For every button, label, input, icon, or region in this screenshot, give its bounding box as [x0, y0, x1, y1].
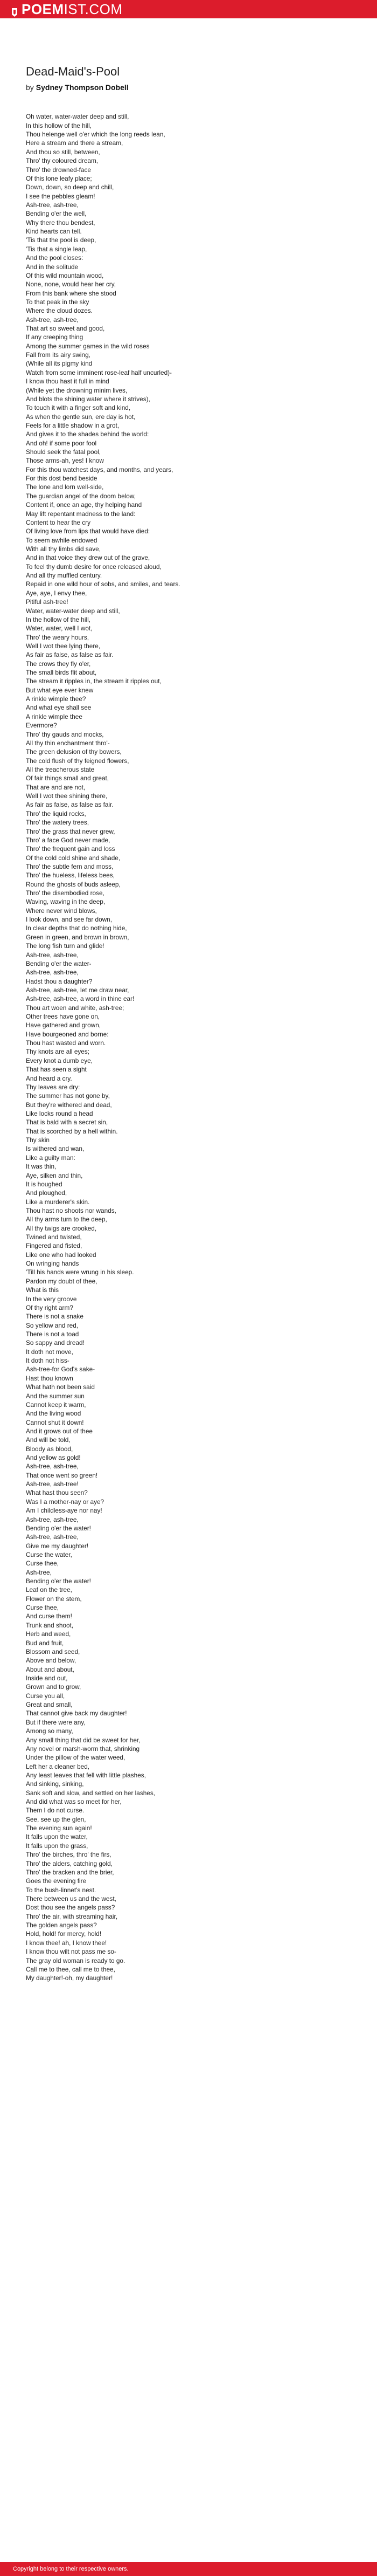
poem-line: Thou hast wasted and worn.: [26, 1039, 106, 1047]
poem-line: There between us and the west,: [26, 1894, 116, 1902]
poem-line: Content to hear the cry: [26, 518, 91, 526]
poem-line: Dost thou see the angels pass?: [26, 1904, 115, 1912]
poem-line: Of the cold cold shine and shade,: [26, 854, 121, 862]
poem-line: Under the pillow of the water weed,: [26, 1754, 125, 1762]
poem-line: Is withered and wan,: [26, 1145, 85, 1153]
poem-line: Pitiful ash-tree!: [26, 598, 68, 606]
poem-line: Thro' the drowned-face: [26, 166, 91, 174]
poem-line: Down, down, so deep and chill,: [26, 183, 114, 191]
quill-icon: [11, 4, 18, 14]
poem-line: Above and below,: [26, 1657, 76, 1665]
poem-line: So yellow and red,: [26, 1321, 79, 1329]
poem-line: Ash-tree, ash-tree, a word in thine ear!: [26, 995, 135, 1003]
poem-line: To feel thy dumb desire for once released aloud,: [26, 562, 162, 571]
poem-line: Thy leaves are dry:: [26, 1083, 80, 1091]
poem-line: Well I wot thee lying there,: [26, 642, 101, 650]
poem-line: There is not a snake: [26, 1313, 83, 1321]
poem-line: Thro' the frequent gain and loss: [26, 845, 115, 853]
poem-line: Am I childless-aye nor nay!: [26, 1507, 102, 1515]
author-link[interactable]: Sydney Thompson Dobell: [36, 83, 129, 92]
poem-line: For this dost bend beside: [26, 475, 97, 483]
poem-line: Goes the evening fire: [26, 1877, 87, 1885]
poem-line: As fair as false, as false as fair.: [26, 651, 114, 659]
poem-line: Of fair things small and great,: [26, 774, 109, 782]
poem-line: All thy arms turn to the deep,: [26, 1215, 107, 1224]
poem-line: Content if, once an age, thy helping hand: [26, 501, 142, 509]
poem-line: Thro' the air, with streaming hair,: [26, 1912, 118, 1920]
poem-line: And sinking, sinking,: [26, 1780, 84, 1788]
poem-line: The lone and lorn well-side,: [26, 483, 104, 491]
poem-line: All the treacherous state: [26, 765, 95, 773]
poem-line: The guardian angel of the doom below,: [26, 492, 136, 500]
poem-body: [26, 112, 349, 1982]
poem-line: See, see up the glen,: [26, 1815, 86, 1823]
poem-line: And gives it to the shades behind the world:: [26, 430, 149, 438]
poem-line: Bending o'er the water!: [26, 1524, 91, 1532]
poem-line: Cannot shut it down!: [26, 1418, 84, 1426]
poem-line: Thou helenge well o'er which the long reeds lean,: [26, 130, 165, 139]
poem-line: That are and are not,: [26, 783, 86, 791]
poem-line: Water, water, well I wot,: [26, 624, 93, 633]
poem-line: Ash-tree-for God's sake-: [26, 1365, 95, 1373]
poem-line: And curse them!: [26, 1612, 72, 1620]
poem-line: And it grows out of thee: [26, 1427, 93, 1435]
poem-line: About and about,: [26, 1665, 74, 1673]
poem-line: Thro' a face God never made,: [26, 836, 110, 844]
poem-line: It was thin,: [26, 1163, 57, 1171]
poem-line: All thy twigs are crooked,: [26, 1224, 97, 1232]
poem-line: Aye, aye, I envy thee,: [26, 589, 87, 597]
poem-line: As fair as false, as false as fair.: [26, 801, 114, 809]
poem-line: Blossom and seed,: [26, 1647, 80, 1655]
poem-line: I know thou hast it full in mind: [26, 377, 109, 386]
poem-line: Hadst thou a daughter?: [26, 977, 93, 985]
poem-line: Thro' the subtle fern and moss,: [26, 862, 114, 870]
poem-line: With all thy limbs did save,: [26, 545, 101, 553]
poem-line: Herb and weed,: [26, 1630, 71, 1638]
poem-line: And yellow as gold!: [26, 1454, 81, 1462]
poem-line: Of this wild mountain wood,: [26, 271, 104, 279]
poem-line: 'Tis that the pool is deep,: [26, 236, 96, 244]
poem-line: Call me to thee, call me to thee,: [26, 1965, 115, 1973]
poem-line: It doth not hiss-: [26, 1357, 69, 1365]
poem-line: Thro' the watery trees,: [26, 819, 89, 827]
poem-line: It doth not move,: [26, 1348, 73, 1356]
poem-line: Thro' the birches, thro' the firs,: [26, 1851, 111, 1859]
poem-line: Was I a mother-nay or aye?: [26, 1497, 104, 1506]
byline: [26, 83, 349, 92]
logo-text-main: POEM: [22, 1, 64, 17]
poem-line: Should seek the fatal pool,: [26, 448, 101, 456]
poem-line: I see the pebbles gleam!: [26, 192, 95, 200]
poem-line: To that peak in the sky: [26, 298, 89, 306]
poem-line: Bloody as blood,: [26, 1445, 73, 1453]
poem-line: And all thy muffled century.: [26, 572, 102, 580]
poem-line: Leaf on the tree,: [26, 1586, 72, 1594]
poem-line: Thro' the liquid rocks,: [26, 809, 86, 818]
poem-line: Great and small,: [26, 1701, 73, 1709]
poem-line: And thou so still, between,: [26, 148, 100, 156]
poem-line: Green in green, and brown in brown,: [26, 933, 129, 941]
poem-line: Ash-tree, ash-tree,: [26, 201, 79, 209]
poem-line: It is houghed: [26, 1180, 62, 1188]
poem-line: Thro' the hueless, lifeless bees,: [26, 871, 115, 880]
poem-line: Cannot keep it warm,: [26, 1400, 86, 1409]
poem-line: Ash-tree, ash-tree,: [26, 951, 79, 959]
poem-line: And blots the shining water where it strives),: [26, 395, 150, 403]
poem-line: It falls upon the grass,: [26, 1842, 88, 1850]
poem-line: To seem awhile endowed: [26, 536, 97, 544]
poem-line: That has seen a sight: [26, 1066, 87, 1074]
poem-line: Curse thee,: [26, 1560, 59, 1568]
poem-line: Bending o'er the well,: [26, 210, 87, 218]
poem-line: Kind hearts can tell.: [26, 228, 82, 236]
poem-container: [26, 65, 349, 1983]
poem-line: To the bush-linnet's nest.: [26, 1886, 96, 1894]
poem-line: Thro' thy coloured dream,: [26, 157, 99, 165]
poem-line: Any least leaves that fell with little plashes,: [26, 1771, 146, 1779]
poem-line: Ash-tree, ash-tree,: [26, 1515, 79, 1523]
poem-line: Round the ghosts of buds asleep,: [26, 880, 121, 888]
poem-line: Thou hast no shoots nor wands,: [26, 1206, 116, 1214]
poem-line: In clear depths that do nothing hide,: [26, 924, 127, 932]
poem-line: Bending o'er the water-: [26, 959, 92, 967]
poem-line: Here a stream and there a stream,: [26, 139, 123, 147]
poem-line: For this thou watchest days, and months, and years,: [26, 465, 173, 473]
poem-line: The summer has not gone by,: [26, 1092, 110, 1100]
poem-line: In this hollow of the hill,: [26, 121, 92, 129]
poem-line: Thou art woen and white, ash-tree;: [26, 1004, 124, 1012]
poem-line: That art so sweet and good,: [26, 325, 105, 333]
poem-line: And ploughed,: [26, 1189, 67, 1197]
poem-line: Of this lone leafy place;: [26, 174, 92, 182]
poem-line: What hast thou seen?: [26, 1489, 88, 1497]
poem-line: Flower on the stem,: [26, 1595, 82, 1603]
poem-line: And the living wood: [26, 1410, 81, 1418]
poem-line: Ash-tree, ash-tree!: [26, 1480, 79, 1488]
logo-text-suffix: IST.COM: [64, 1, 123, 17]
poem-line: Every knot a dumb eye,: [26, 1056, 93, 1064]
byline-prefix: by: [26, 83, 34, 92]
poem-line: 'Till his hands were wrung in his sleep.: [26, 1268, 134, 1276]
poem-line: Like one who had looked: [26, 1251, 96, 1259]
poem-line: Watch from some imminent rose-leaf half uncurled)-: [26, 368, 172, 376]
poem-line: So sappy and dread!: [26, 1339, 85, 1347]
poem-line: Feels for a little shadow in a grot,: [26, 421, 120, 429]
poem-line: Ash-tree, ash-tree, let me draw near,: [26, 986, 129, 994]
poem-line: Hast thou known: [26, 1374, 73, 1382]
poem-line: And will be told,: [26, 1436, 71, 1444]
poem-line: That is scorched by a hell within.: [26, 1127, 118, 1135]
poem-line: Thro' the weary hours,: [26, 633, 89, 641]
poem-line: Among so many,: [26, 1727, 73, 1735]
poem-line: Twined and twisted,: [26, 1233, 82, 1241]
poem-line: If any creeping thing: [26, 333, 83, 341]
poem-line: Like a guilty man:: [26, 1153, 75, 1162]
poem-line: In the hollow of the hill,: [26, 615, 91, 623]
poem-line: From this bank where she stood: [26, 289, 116, 297]
poem-line: The small birds flit about,: [26, 669, 97, 677]
poem-line: Curse you all,: [26, 1692, 65, 1700]
poem-line: The cold flush of thy feigned flowers,: [26, 757, 129, 765]
poem-line: Why there thou bendest,: [26, 218, 95, 226]
poem-line: Left her a cleaner bed,: [26, 1762, 90, 1770]
poem-line: Inside and out,: [26, 1674, 68, 1682]
site-logo[interactable]: [11, 1, 123, 18]
poem-line: Any novel or marsh-worm that, shrinking: [26, 1744, 140, 1753]
poem-line: The long fish turn and glide!: [26, 942, 104, 950]
poem-line: As when the gentle sun, ere day is hot,: [26, 413, 136, 421]
poem-line: Thro' the disembodied rose,: [26, 889, 104, 897]
poem-line: Hold, hold! for mercy, hold!: [26, 1930, 102, 1938]
poem-line: Ash-tree, ash-tree,: [26, 315, 79, 324]
poem-line: Oh water, water-water deep and still,: [26, 113, 129, 121]
poem-line: And did what was so meet for her,: [26, 1798, 122, 1806]
poem-line: I know thou wilt not pass me so-: [26, 1948, 116, 1956]
poem-line: The gray old woman is ready to go.: [26, 1956, 125, 1964]
poem-line: And in that voice they drew out of the grave,: [26, 554, 150, 562]
poem-line: Thy skin: [26, 1136, 50, 1144]
poem-line: Bud and fruit,: [26, 1639, 64, 1647]
poem-line: Well I wot thee shining there,: [26, 792, 108, 800]
poem-line: But what eye ever knew: [26, 686, 94, 694]
poem-line: Where the cloud dozes.: [26, 307, 93, 315]
poem-line: And what eye shall see: [26, 704, 92, 712]
site-header: [0, 0, 377, 18]
poem-line: Trunk and shoot,: [26, 1621, 74, 1629]
poem-line: Ash-tree,: [26, 1568, 52, 1576]
poem-line: Ash-tree, ash-tree,: [26, 1462, 79, 1471]
poem-line: But if there were any,: [26, 1718, 86, 1726]
poem-line: A rinkle wimple thee: [26, 712, 82, 720]
poem-line: Water, water-water deep and still,: [26, 607, 120, 615]
poem-line: The stream it ripples in, the stream it ripples out,: [26, 677, 162, 685]
poem-line: Evermore?: [26, 722, 57, 730]
poem-line: I know thee! ah, I know thee!: [26, 1939, 107, 1947]
poem-line: Pardon my doubt of thee,: [26, 1277, 97, 1285]
poem-line: That is bald with a secret sin,: [26, 1118, 108, 1126]
poem-line: In the very groove: [26, 1295, 77, 1303]
poem-line: Thy knots are all eyes;: [26, 1048, 90, 1056]
poem-line: Aye, silken and thin,: [26, 1171, 83, 1179]
poem-line: (While yet the drowning minim lives,: [26, 386, 128, 394]
poem-line: Bending o'er the water!: [26, 1577, 91, 1585]
poem-line: And the summer sun: [26, 1392, 85, 1400]
poem-line: Thro' thy gauds and mocks,: [26, 730, 104, 738]
poem-line: Of thy right arm?: [26, 1303, 73, 1311]
poem-line: And heard a cry.: [26, 1074, 72, 1082]
poem-line: All thy thin enchantment thro'-: [26, 739, 110, 747]
site-footer: [0, 2562, 377, 2576]
poem-line: Those arms-ah, yes! I know: [26, 457, 104, 465]
poem-line: Of living love from lips that would have died:: [26, 527, 150, 535]
poem-line: It falls upon the water,: [26, 1833, 88, 1841]
poem-line: What hath not been said: [26, 1383, 95, 1391]
poem-line: Thro' the grass that never grew,: [26, 827, 115, 835]
poem-line: On wringing hands: [26, 1260, 79, 1268]
poem-line: The golden angels pass?: [26, 1921, 97, 1929]
poem-line: Thro' the alders, catching gold,: [26, 1859, 113, 1867]
poem-line: Curse the water,: [26, 1550, 72, 1558]
poem-line: 'Tis that a single leap,: [26, 245, 87, 253]
poem-line: Curse thee,: [26, 1604, 59, 1612]
poem-line: To touch it with a finger soft and kind,: [26, 404, 131, 412]
poem-line: The green delusion of thy bowers,: [26, 748, 122, 756]
poem-line: Grown and to grow,: [26, 1683, 81, 1691]
poem-line: That cannot give back my daughter!: [26, 1709, 127, 1718]
poem-line: Fall from its airy swing,: [26, 351, 90, 359]
poem-line: May lift repentant madness to the land:: [26, 510, 136, 518]
poem-line: Among the summer games in the wild roses: [26, 342, 150, 350]
poem-line: Waving, waving in the deep,: [26, 898, 106, 906]
poem-line: Give me my daughter!: [26, 1542, 89, 1550]
poem-line: And oh! if some poor fool: [26, 439, 97, 447]
poem-line: My daughter!-oh, my daughter!: [26, 1974, 113, 1982]
poem-line: And the pool closes:: [26, 254, 83, 262]
poem-title: Dead-Maid's-Pool: [26, 65, 120, 78]
poem-line: Ash-tree, ash-tree,: [26, 1533, 79, 1541]
poem-line: That once went so green!: [26, 1471, 98, 1479]
poem-line: A rinkle wimple thee?: [26, 695, 86, 703]
poem-line: Them I do not curse.: [26, 1806, 85, 1815]
poem-line: None, none, would hear her cry,: [26, 280, 116, 288]
poem-line: Any small thing that did be sweet for her,: [26, 1736, 141, 1744]
poem-line: There is not a toad: [26, 1330, 79, 1338]
poem-line: Have bourgeoned and borne:: [26, 1030, 109, 1038]
poem-line: Like a murderer's skin.: [26, 1198, 90, 1206]
poem-line: Like locks round a head: [26, 1110, 93, 1117]
poem-line: Have gathered and grown,: [26, 1021, 101, 1029]
poem-line: (While all its pigmy kind: [26, 360, 93, 368]
poem-line: And in the solitude: [26, 263, 79, 271]
poem-line: Ash-tree, ash-tree,: [26, 968, 79, 977]
poem-line: The evening sun again!: [26, 1824, 92, 1832]
copyright-text: Copyright belong to their respective owners.: [13, 2566, 129, 2572]
poem-line: Repaid in one wild hour of sobs, and smiles, and tears.: [26, 580, 180, 588]
poem-line: Thro' the bracken and the brier,: [26, 1868, 114, 1876]
poem-line: What is this: [26, 1286, 59, 1294]
poem-line: Where never wind blows,: [26, 906, 97, 915]
poem-line: Other trees have gone on,: [26, 1013, 100, 1021]
poem-line: Fingered and fisted,: [26, 1242, 82, 1250]
poem-line: The crows they fly o'er,: [26, 660, 91, 668]
poem-line: Sank soft and slow, and settled on her lashes,: [26, 1789, 156, 1797]
poem-line: But they're withered and dead,: [26, 1101, 112, 1109]
poem-line: I look down, and see far down,: [26, 916, 113, 924]
